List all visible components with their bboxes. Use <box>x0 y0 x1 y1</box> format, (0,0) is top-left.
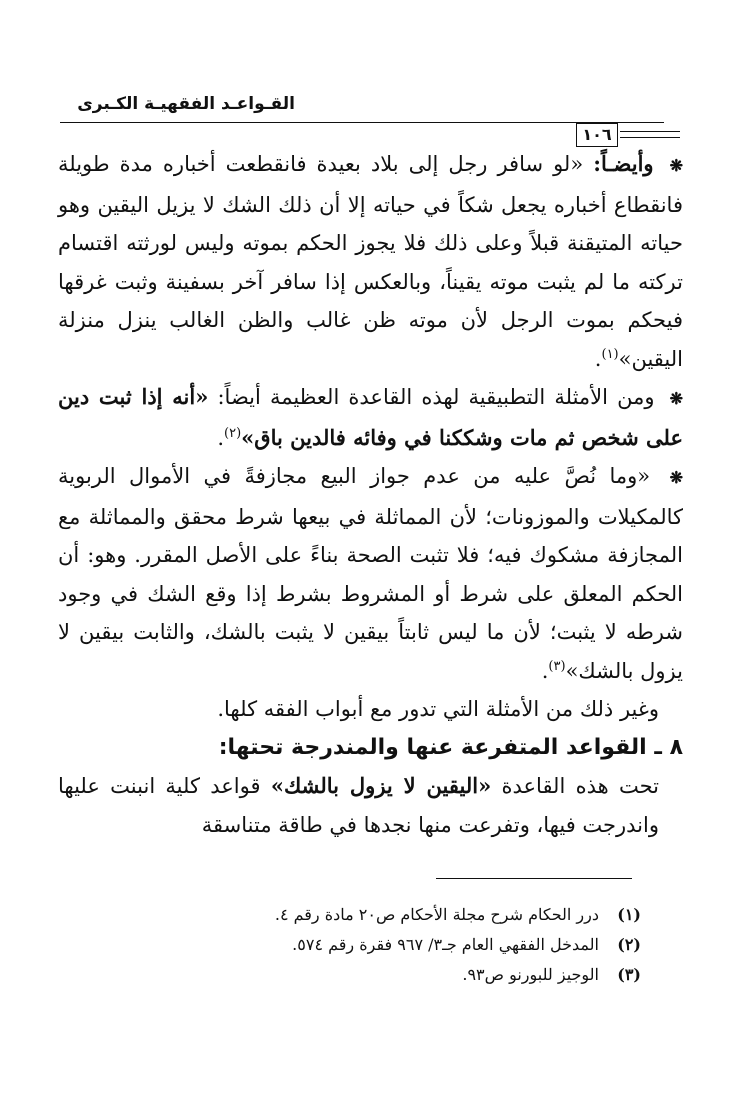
footnote-text: المدخل الفقهي العام جـ٣/ ٩٦٧ فقرة رقم ٥٧٤. <box>292 935 599 954</box>
page-number: ١٠٦ <box>576 123 618 147</box>
paragraph-marker-icon: ❋ <box>669 389 683 408</box>
footnote <box>121 900 641 930</box>
footnote <box>121 960 641 990</box>
footnotes <box>121 900 641 990</box>
page-number-rule-bottom <box>620 137 680 138</box>
paragraph-1 <box>58 145 683 378</box>
header-rule <box>60 122 664 123</box>
paragraph-lead: وأيضـاً: <box>593 151 654 176</box>
section-intro-rule: «اليقين لا يزول بالشك» <box>270 773 492 798</box>
footnote-text: درر الحكام شرح مجلة الأحكام ص٢٠ مادة رقم ٤. <box>274 905 599 924</box>
paragraph-2 <box>58 378 683 457</box>
paragraph-marker-icon: ❋ <box>669 468 683 487</box>
section-heading: ٨ ـ القواعد المتفرعة عنها والمندرجة تحتها: <box>218 734 683 760</box>
footnote-text: الوجيز للبورنو ص٩٣. <box>462 965 599 984</box>
paragraph-text: «لو سافر رجل إلى بلاد بعيدة فانقطعت أخباره مدة طويلة فانقطاع أخباره يجعل شكاً في حياته إلا أن ذلك الشك لا يزيل اليقين وهو حياته المتيقنة قبلاً وعلى ذلك فلا يجوز الحكم بموته وليس لورثته اقتسام تركته ما لم يثبت موته يقيناً، وبالعكس إذا سافر آخر بسفينة وثبت غرقها فيحكم بموت الرجل لأن موته ظن غالب والظن الغالب ينزل منزلة اليقين» <box>58 152 683 371</box>
footnote-number: (٢) <box>617 935 641 954</box>
footnote <box>121 930 641 960</box>
footnote-ref: (١) <box>601 346 619 362</box>
paragraph-text: «وما نُصَّ عليه من عدم جواز البيع مجازفةً في الأموال الربوية كالمكيلات والموزونات؛ لأن المماثلة في بيعها شرط محقق والمماثلة مع المجازفة مشكوك فيه؛ فلا تثبت الصحة بناءً على الأصل المقرر. وهو: أن الحكم المعلق على شرط أو المشروط بشرط إذا وقع الشك في وجود شرطه لا يثبت؛ لأن ما ليس ثابتاً بيقين لا يثبت بالشك، والثابت بيقين لا يزول بالشك» <box>58 464 683 683</box>
section-intro-after: قواعد كلية انبنت عليها واندرجت فيها، وتفرعت منها نجدها في طاقة متناسقة <box>58 774 659 837</box>
paragraph-marker-icon: ❋ <box>669 156 683 175</box>
footnote-ref: (٢) <box>224 425 242 441</box>
paragraph-text: «أنه إذا ثبت دين على شخص ثم مات وشككنا في وفائه فالدين باق» <box>58 384 683 450</box>
footnote-number: (٣) <box>617 965 641 984</box>
paragraph-3 <box>58 457 683 690</box>
footnote-ref: (٣) <box>548 658 566 674</box>
running-head-title: القـواعـد الفقهيـة الكـبرى <box>77 94 295 114</box>
section-intro <box>58 767 683 844</box>
paragraph-end: . <box>594 346 602 371</box>
section-intro-before: تحت هذه القاعدة <box>501 774 659 798</box>
paragraph-4: وغير ذلك من الأمثلة التي تدور مع أبواب الفقه كلها. <box>217 697 659 721</box>
paragraph-end: . <box>541 658 549 683</box>
body-text <box>58 145 683 844</box>
paragraph-lead: ومن الأمثلة التطبيقية لهذه القاعدة العظيمة أيضاً: <box>217 385 655 409</box>
page-number-rule-top <box>620 131 680 132</box>
footnote-separator <box>436 878 632 879</box>
footnote-number: (١) <box>617 905 641 924</box>
paragraph-end: . <box>217 425 225 450</box>
